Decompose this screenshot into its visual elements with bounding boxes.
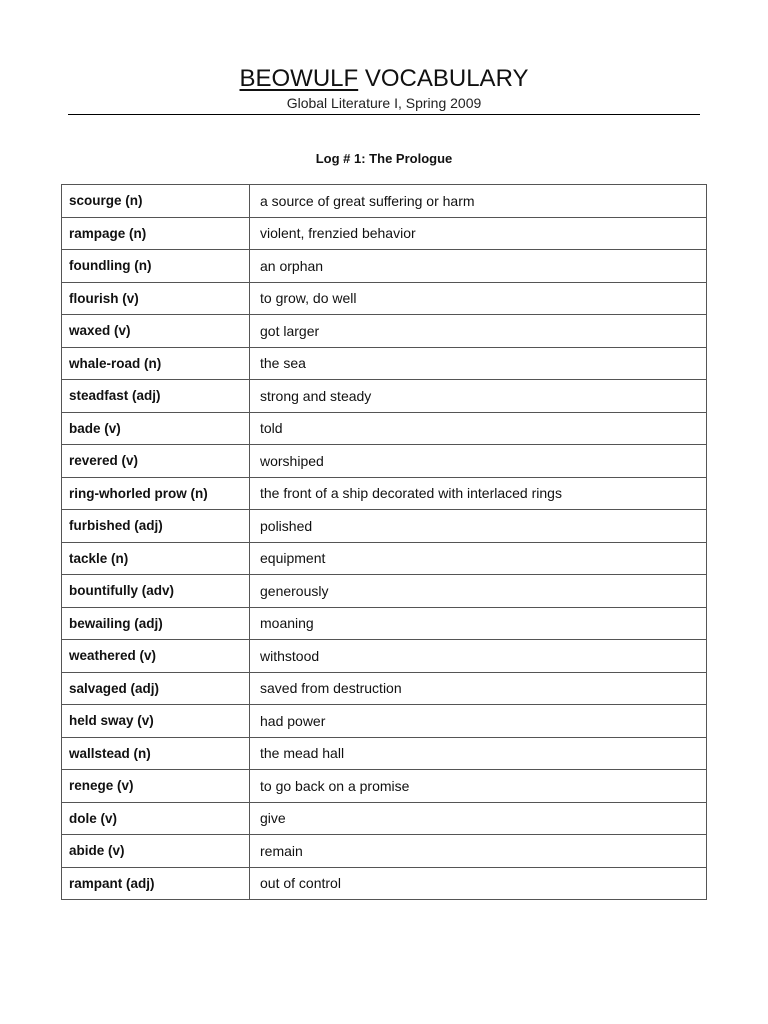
vocab-definition: violent, frenzied behavior bbox=[250, 217, 707, 250]
vocab-term: waxed (v) bbox=[62, 315, 250, 348]
vocab-term: ring-whorled prow (n) bbox=[62, 477, 250, 510]
table-row bbox=[62, 607, 707, 640]
vocab-term: bewailing (adj) bbox=[62, 607, 250, 640]
vocab-definition: saved from destruction bbox=[250, 672, 707, 705]
vocab-definition: remain bbox=[250, 835, 707, 868]
vocab-definition: equipment bbox=[250, 542, 707, 575]
vocab-term: foundling (n) bbox=[62, 250, 250, 283]
table-row bbox=[62, 867, 707, 900]
vocab-definition: withstood bbox=[250, 640, 707, 673]
vocab-definition: told bbox=[250, 412, 707, 445]
table-row bbox=[62, 770, 707, 803]
table-row bbox=[62, 282, 707, 315]
vocab-term: tackle (n) bbox=[62, 542, 250, 575]
document-subtitle: Global Literature I, Spring 2009 bbox=[286, 95, 482, 111]
vocab-definition: to grow, do well bbox=[250, 282, 707, 315]
vocab-definition: generously bbox=[250, 575, 707, 608]
vocab-term: weathered (v) bbox=[62, 640, 250, 673]
table-row bbox=[62, 542, 707, 575]
table-row bbox=[62, 412, 707, 445]
vocab-definition: the mead hall bbox=[250, 737, 707, 770]
vocab-definition: to go back on a promise bbox=[250, 770, 707, 803]
table-row bbox=[62, 802, 707, 835]
vocabulary-table-body bbox=[62, 185, 707, 900]
vocab-term: bountifully (adv) bbox=[62, 575, 250, 608]
table-row bbox=[62, 737, 707, 770]
vocab-term: held sway (v) bbox=[62, 705, 250, 738]
table-row bbox=[62, 315, 707, 348]
vocab-definition: out of control bbox=[250, 867, 707, 900]
vocab-term: steadfast (adj) bbox=[62, 380, 250, 413]
table-row bbox=[62, 510, 707, 543]
table-row bbox=[62, 250, 707, 283]
vocab-term: bade (v) bbox=[62, 412, 250, 445]
title-rest: VOCABULARY bbox=[358, 65, 529, 92]
vocab-definition: moaning bbox=[250, 607, 707, 640]
table-row bbox=[62, 640, 707, 673]
title-underlined-word: BEOWULF bbox=[239, 65, 359, 92]
table-row bbox=[62, 705, 707, 738]
vocab-definition: give bbox=[250, 802, 707, 835]
table-row bbox=[62, 477, 707, 510]
table-row bbox=[62, 445, 707, 478]
vocab-definition: an orphan bbox=[250, 250, 707, 283]
table-row bbox=[62, 380, 707, 413]
vocab-term: rampage (n) bbox=[62, 217, 250, 250]
vocab-term: whale-road (n) bbox=[62, 347, 250, 380]
table-row bbox=[62, 347, 707, 380]
vocab-definition: polished bbox=[250, 510, 707, 543]
vocab-term: wallstead (n) bbox=[62, 737, 250, 770]
header-divider bbox=[68, 114, 700, 115]
vocab-term: rampant (adj) bbox=[62, 867, 250, 900]
vocab-term: abide (v) bbox=[62, 835, 250, 868]
vocab-term: flourish (v) bbox=[62, 282, 250, 315]
vocabulary-table bbox=[61, 184, 707, 900]
vocab-term: renege (v) bbox=[62, 770, 250, 803]
table-row bbox=[62, 835, 707, 868]
table-row bbox=[62, 575, 707, 608]
vocab-definition: had power bbox=[250, 705, 707, 738]
table-row bbox=[62, 217, 707, 250]
table-row bbox=[62, 672, 707, 705]
vocab-definition: got larger bbox=[250, 315, 707, 348]
vocab-term: furbished (adj) bbox=[62, 510, 250, 543]
vocab-term: scourge (n) bbox=[62, 185, 250, 218]
document-title bbox=[0, 64, 768, 94]
log-title: Log # 1: The Prologue bbox=[315, 151, 453, 166]
vocab-definition: strong and steady bbox=[250, 380, 707, 413]
vocab-term: salvaged (adj) bbox=[62, 672, 250, 705]
table-row bbox=[62, 185, 707, 218]
vocab-definition: worshiped bbox=[250, 445, 707, 478]
vocab-definition: a source of great suffering or harm bbox=[250, 185, 707, 218]
vocab-definition: the sea bbox=[250, 347, 707, 380]
vocab-definition: the front of a ship decorated with interlaced rings bbox=[250, 477, 707, 510]
vocab-term: revered (v) bbox=[62, 445, 250, 478]
vocab-term: dole (v) bbox=[62, 802, 250, 835]
